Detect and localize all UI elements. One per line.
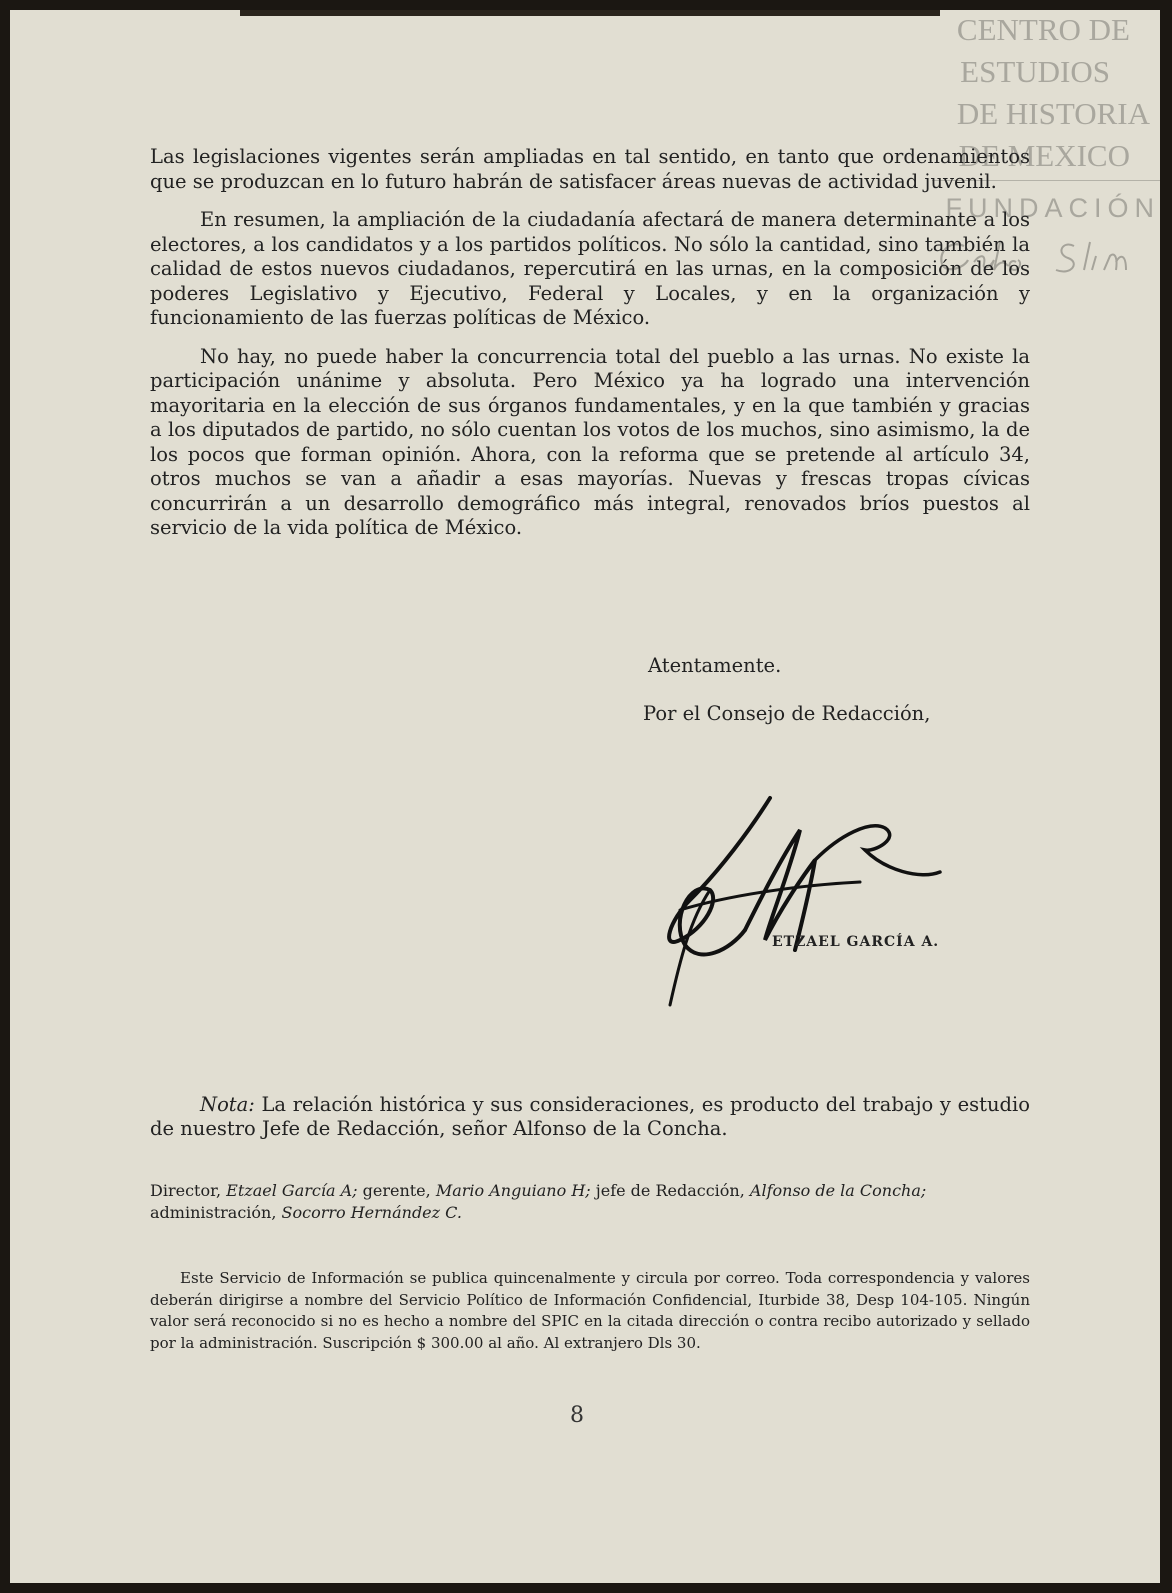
- director-label: Director,: [150, 1181, 227, 1200]
- top-edge-bar: [240, 10, 940, 16]
- staff-credits: [150, 1180, 1030, 1224]
- director-name: Etzael García A;: [226, 1181, 358, 1200]
- gerente-name: Mario Anguiano H;: [435, 1181, 591, 1200]
- watermark-line: DE HISTORIA: [956, 96, 1150, 131]
- gerente-label: gerente,: [357, 1181, 436, 1200]
- watermark-line: CENTRO DE: [956, 12, 1130, 47]
- closing-salutation: Atentamente.: [648, 654, 782, 677]
- note-label: Nota:: [200, 1092, 255, 1116]
- admin-label: administración,: [150, 1203, 282, 1222]
- signer-name: ETZAEL GARCÍA A.: [772, 934, 940, 950]
- page-number: 8: [570, 1403, 584, 1428]
- body-paragraph: Las legislaciones vigentes serán ampliadas en tal sentido, en tanto que ordenamientos que se produzcan en lo futuro habrán de satisfacer áreas nuevas de actividad juvenil.: [150, 145, 1030, 193]
- body-paragraph: En resumen, la ampliación de la ciudadanía afectará de manera determinante a los electores, a los candidatos y a los partidos políticos. No sólo la cantidad, sino también la calidad de estos nuevos ciudadanos, repercutirá en las urnas, en la composición de los poderes Legislativo y Ejecutivo, Federal y Locales, y en la organización y funcionamiento de las fuerzas políticas de México.: [150, 208, 1030, 329]
- closing-from: Por el Consejo de Redacción,: [643, 702, 931, 725]
- watermark-line: DE MEXICO: [958, 138, 1130, 173]
- jefe-name: Alfonso de la Concha;: [749, 1181, 927, 1200]
- note-paragraph: [150, 1093, 1030, 1142]
- watermark-line: ESTUDIOS: [960, 54, 1110, 89]
- admin-name: Socorro Hernández C.: [281, 1203, 462, 1222]
- note-text: La relación histórica y sus consideraciones, es producto del trabajo y estudio de nuestro Jefe de Redacción, señor Alfonso de la Concha.: [150, 1092, 1030, 1140]
- subscription-info: Este Servicio de Información se publica quincenalmente y circula por correo. Toda correspondencia y valores deberán dirigirse a nombre del Servicio Político de Información Confidencial, Iturbide 38, Desp 104-105. Ningún valor será reconocido si no es hecho a nombre del SPIC en la citada dirección o contra recibo autorizado y sellado por la administración. Suscripción $ 300.00 al año. Al extranjero Dls 30.: [150, 1269, 1030, 1352]
- document-page: [10, 10, 1160, 1583]
- jefe-label: jefe de Redacción,: [590, 1181, 750, 1200]
- body-paragraph: No hay, no puede haber la concurrencia total del pueblo a las urnas. No existe la participación unánime y absoluta. Pero México ya ha logrado una intervención mayoritaria en la elección de sus órganos fundamentales, y en la que también y gracias a los diputados de partido, no sólo cuentan los votos de los muchos, sino asimismo, la de los pocos que forman opinión. Ahora, con la reforma que se pretende al artículo 34, otros muchos se van a añadir a esas mayorías. Nuevas y frescas tropas cívicas concurrirán a un desarrollo demográfico más integral, renovados bríos puestos al servicio de la vida política de México.: [150, 344, 1030, 539]
- handwritten-signature: [650, 790, 950, 1010]
- watermark-foundation: FUNDACIÓN: [945, 193, 1160, 223]
- body-text: [150, 145, 1030, 555]
